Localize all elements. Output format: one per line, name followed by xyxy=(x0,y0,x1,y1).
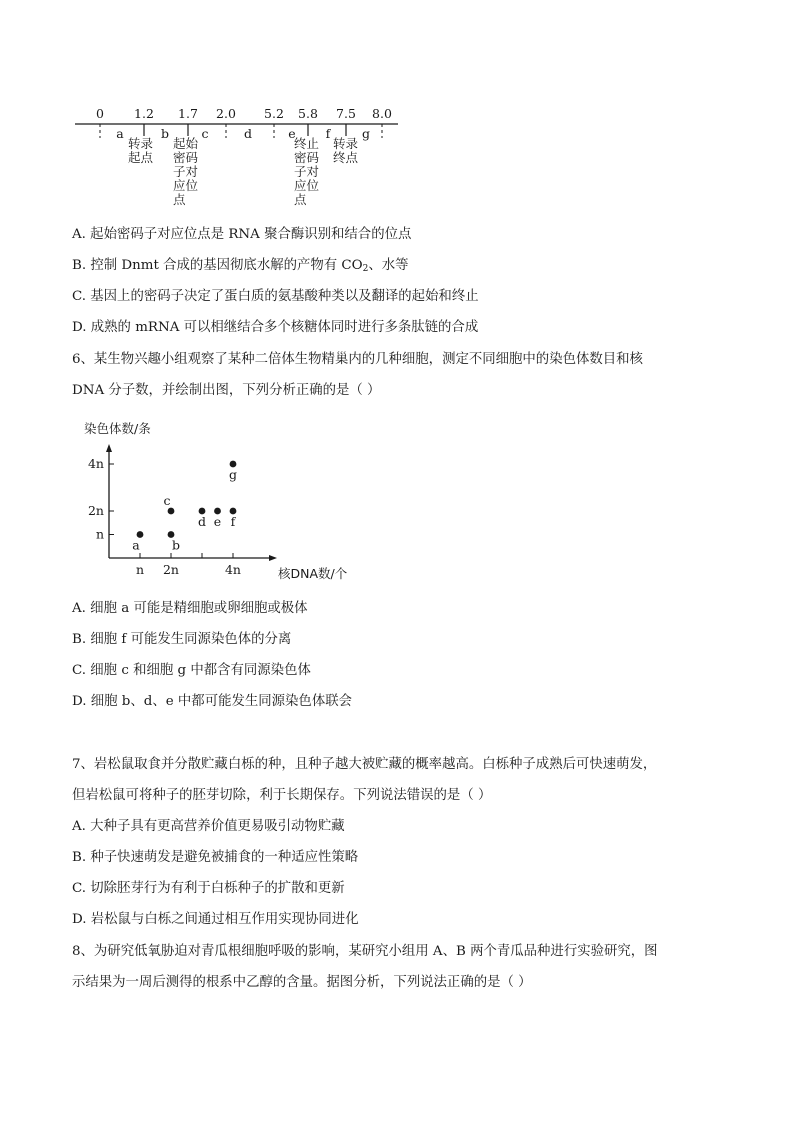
region-c: c xyxy=(201,126,209,141)
region-g: g xyxy=(361,126,371,141)
q7-option-a: A. 大种子具有更高营养价值更易吸引动物贮藏 xyxy=(72,819,345,834)
label-start-codon-4: 应位 xyxy=(173,178,199,193)
q8-stem-line2: 示结果为一周后测得的根系中乙醇的含量。据图分析，下列说法正确的是（ ） xyxy=(72,975,532,990)
q5-option-c: C. 基因上的密码子决定了蛋白质的氨基酸种类以及翻译的起始和终止 xyxy=(72,289,479,304)
region-b: b xyxy=(160,126,170,141)
coord-1-2: 1.2 xyxy=(134,106,154,121)
q7-stem-line2: 但岩松鼠可将种子的胚芽切除，利于长期保存。下列说法错误的是（ ） xyxy=(72,788,492,803)
coord-5-8: 5.8 xyxy=(298,106,318,121)
region-d: d xyxy=(243,126,253,141)
x-tick-label: n xyxy=(135,562,145,577)
chart-xlabel: 核DNA数/个 xyxy=(278,566,348,581)
q5-option-d: D. 成熟的 mRNA 可以相继结合多个核糖体同时进行多条肽链的合成 xyxy=(72,320,479,335)
q7-stem-line1: 7、岩松鼠取食并分散贮藏白栎的种，且种子越大被贮藏的概率越高。白栎种子成熟后可快速萌发， xyxy=(72,757,657,772)
q5-option-b-text: B. 控制 Dnmt 合成的基因彻底水解的产物有 CO xyxy=(72,258,363,273)
data-label-b: b xyxy=(171,537,181,553)
chart-marks xyxy=(88,456,241,577)
chart-ylabel: 染色体数/条 xyxy=(84,421,151,436)
y-axis-arrow xyxy=(106,444,112,452)
coord-8-0: 8.0 xyxy=(372,106,392,121)
y-tick-label: 2n xyxy=(87,503,104,518)
q7-option-d: D. 岩松鼠与白栎之间通过相互作用实现协同进化 xyxy=(72,912,359,927)
q8-stem-line1: 8、为研究低氧胁迫对青瓜根细胞呼吸的影响，某研究小组用 A、B 两个青瓜品种进行实验研究，图 xyxy=(72,944,658,959)
data-label-e: e xyxy=(213,514,222,529)
q6-option-a: A. 细胞 a 可能是精细胞或卵细胞或极体 xyxy=(72,601,308,616)
label-stop-codon-2: 密码 xyxy=(294,150,320,165)
label-start-codon-3: 子对 xyxy=(173,164,199,179)
data-point-c xyxy=(168,508,175,515)
gene-structure-figure xyxy=(70,102,410,212)
data-label-d: d xyxy=(197,514,207,529)
q7-option-b: B. 种子快速萌发是避免被捕食的一种适应性策略 xyxy=(72,850,359,865)
y-tick-label: 4n xyxy=(87,456,104,471)
label-start-codon-1: 起始 xyxy=(173,136,199,151)
coord-7-5: 7.5 xyxy=(336,106,356,121)
label-stop-codon-3: 子对 xyxy=(294,164,320,179)
q5-option-b xyxy=(72,257,409,278)
chromosome-dna-scatter-chart xyxy=(78,418,368,586)
y-tick-label: n xyxy=(95,526,104,542)
label-transcription-start-1: 转录 xyxy=(128,136,154,151)
region-e: e xyxy=(288,126,296,141)
label-start-codon-5: 点 xyxy=(173,192,186,207)
coord-5-2: 5.2 xyxy=(264,106,284,121)
label-start-codon-2: 密码 xyxy=(173,150,199,165)
label-transcription-end-1: 转录 xyxy=(333,136,359,151)
label-transcription-start-2: 起点 xyxy=(128,150,154,165)
label-stop-codon-1: 终止 xyxy=(294,136,320,151)
coord-1-7: 1.7 xyxy=(178,106,198,121)
q5-option-b-subscript: 2 xyxy=(362,264,369,274)
q7-option-c: C. 切除胚芽行为有利于白栎种子的扩散和更新 xyxy=(72,881,345,896)
coord-2-0: 2.0 xyxy=(216,106,236,121)
q6-stem-line2: DNA 分子数，并绘制出图，下列分析正确的是（ ） xyxy=(72,383,381,398)
data-label-a: a xyxy=(132,537,140,553)
label-stop-codon-4: 应位 xyxy=(294,178,320,193)
q6-stem-line1: 6、某生物兴趣小组观察了某种二倍体生物精巢内的几种细胞，测定不同细胞中的染色体数目和核 xyxy=(72,352,643,367)
coord-0: 0 xyxy=(96,106,104,121)
data-label-c: c xyxy=(163,493,171,508)
q5-option-a: A. 起始密码子对应位点是 RNA 聚合酶识别和结合的位点 xyxy=(72,227,412,242)
label-transcription-end-2: 终点 xyxy=(333,150,359,165)
x-axis-arrow xyxy=(269,555,277,561)
label-stop-codon-5: 点 xyxy=(294,192,307,207)
q6-option-d: D. 细胞 b、d、e 中都可能发生同源染色体联会 xyxy=(72,694,352,709)
region-f: f xyxy=(325,126,331,141)
x-tick-label: 4n xyxy=(224,562,242,577)
data-label-f: f xyxy=(230,514,236,529)
x-tick-label: 2n xyxy=(162,562,180,577)
q5-option-b-text-end: 、水等 xyxy=(368,258,409,273)
q6-option-c: C. 细胞 c 和细胞 g 中都含有同源染色体 xyxy=(72,663,311,678)
data-label-g: g xyxy=(228,467,238,482)
region-a: a xyxy=(116,126,124,141)
q6-option-b: B. 细胞 f 可能发生同源染色体的分离 xyxy=(72,632,292,647)
